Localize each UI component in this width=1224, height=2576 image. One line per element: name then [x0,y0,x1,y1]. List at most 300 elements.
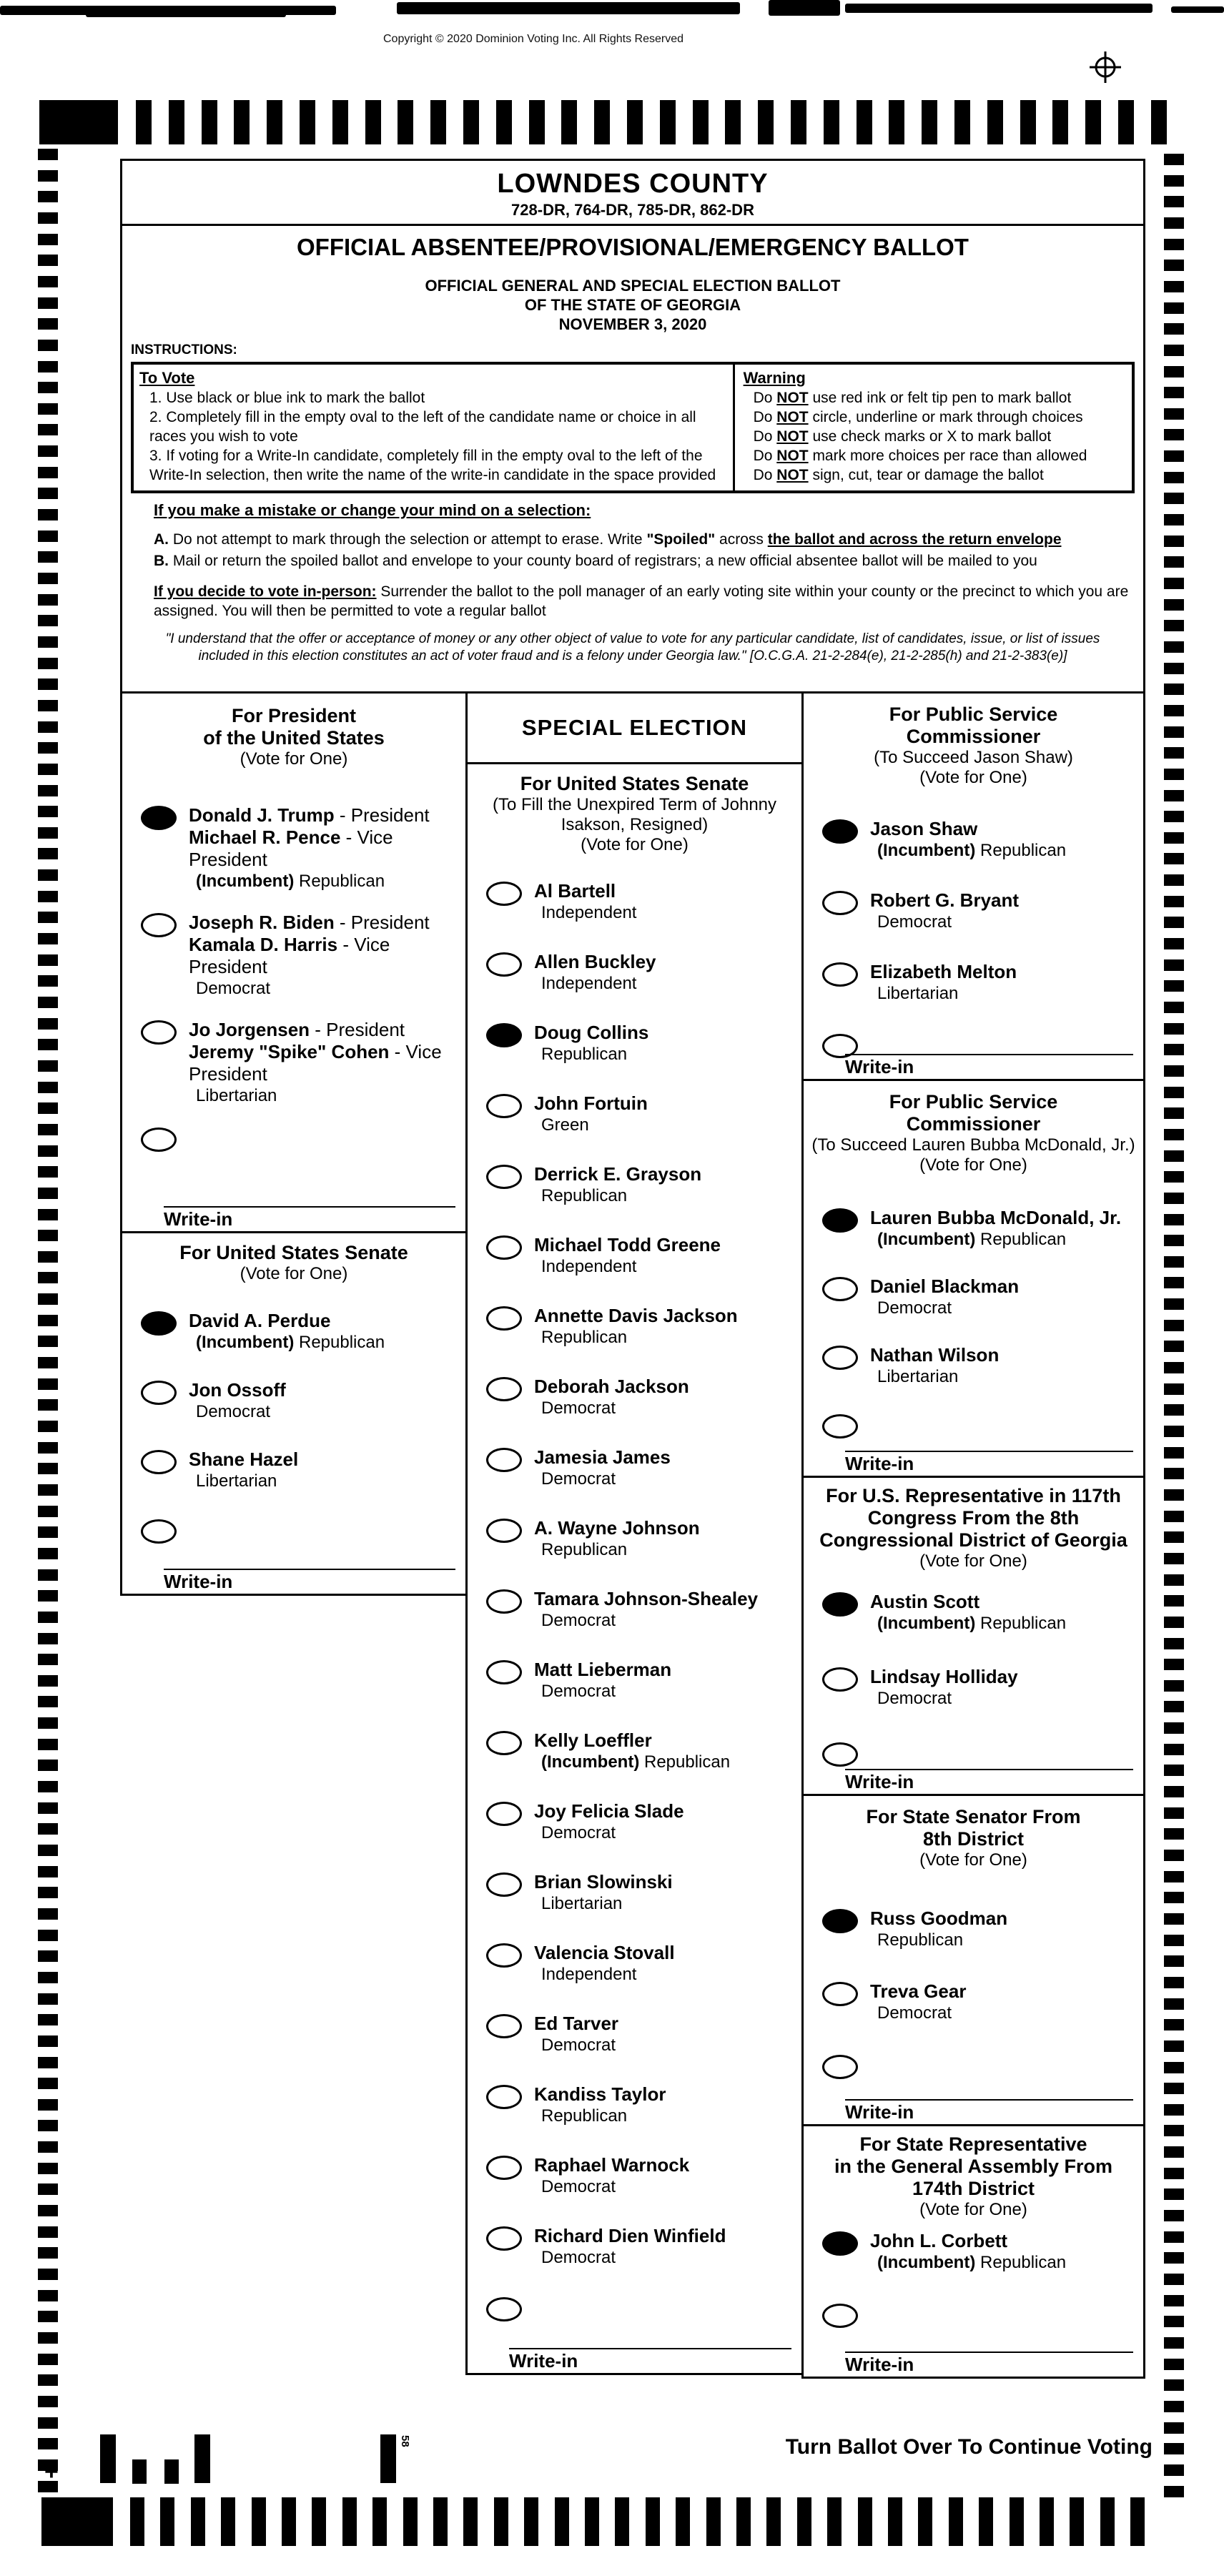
candidate-row [804,1980,1143,2053]
candidate-party: Libertarian [541,1894,623,1913]
candidate-text [870,1207,1121,1250]
turn-ballot-text: Turn Ballot Over To Continue Voting [785,2435,1153,2459]
timing-mark [888,2497,902,2546]
timing-mark [1164,705,1184,716]
candidate-name: Jason Shaw [870,818,978,839]
timing-mark [1164,959,1184,971]
candidate-row [468,2225,801,2296]
timing-mark [38,678,58,690]
ballot-oval[interactable] [486,2156,522,2180]
write-in-area [845,1769,1133,1792]
timing-mark [1164,980,1184,992]
ballot-oval[interactable] [486,1094,522,1118]
timing-mark [38,1145,58,1157]
timing-mark [1164,2040,1184,2052]
candidate-party: Republican [541,1328,628,1347]
ballot-oval[interactable] [486,2297,522,2321]
timing-mark [38,827,58,839]
timing-mark [38,700,58,711]
timing-mark [38,975,58,987]
vote-for-line: (Vote for One) [919,768,1027,787]
timing-mark [1164,345,1184,356]
candidate-party: Independent [541,974,637,993]
ballot-oval[interactable] [486,1235,522,1260]
timing-mark [169,100,184,144]
timing-mark [38,2163,58,2174]
candidate-text [534,1305,738,1348]
ballot-oval[interactable] [486,2226,522,2251]
timing-mark [38,1717,58,1729]
timing-mark [300,100,315,144]
timing-mark [38,445,58,457]
candidate-name: Jeremy "Spike" Cohen - Vice President [189,1041,442,1085]
timing-mark [529,100,545,144]
county-title: LOWNDES COUNTY [497,169,769,199]
timing-mark [585,2497,599,2546]
candidate-name: Al Bartell [534,880,616,902]
timing-mark [627,100,643,144]
candidate-name: Elizabeth Melton [870,961,1017,982]
timing-mark [1164,1023,1184,1035]
timing-mark [1151,100,1167,144]
timing-mark [38,1950,58,1962]
candidate-name: Daniel Blackman [870,1275,1020,1297]
race-usrep [801,1476,1145,1796]
timing-mark [1164,2443,1184,2454]
candidate-text [870,1275,1019,1318]
candidate-row [468,1092,801,1163]
timing-mark [1164,1171,1184,1183]
timing-mark [1164,196,1184,207]
timing-mark [791,100,806,144]
timing-mark [38,1060,58,1072]
timing-mark [1164,747,1184,759]
timing-mark [1164,2188,1184,2200]
candidate-name: Raphael Warnock [534,2154,690,2176]
candidate-name: John L. Corbett [870,2230,1008,2251]
timing-mark [1164,2125,1184,2136]
candidate-party: Democrat [877,1298,952,1318]
race-title: Congressional District of Georgia [819,1529,1127,1551]
timing-mark [1164,1214,1184,1225]
timing-mark [1164,2210,1184,2221]
candidate-name: Matt Lieberman [534,1659,672,1680]
timing-mark [38,467,58,478]
instructions-box [131,362,1135,493]
timing-mark [858,2497,872,2546]
race-staterep [801,2124,1145,2379]
candidate-party: (Incumbent) Republican [877,1230,1067,1249]
timing-mark [38,1293,58,1305]
warning-item: Do NOT sign, cut, tear or damage the ballot [753,467,1044,483]
timing-mark [660,100,676,144]
ballot-oval[interactable] [822,1667,858,1692]
candidate-text [189,1379,286,1422]
timing-mark [1164,2422,1184,2434]
timing-mark [1164,896,1184,907]
timing-mark [1164,1447,1184,1459]
candidate-text [870,2230,1066,2273]
timing-mark [1164,1065,1184,1077]
timing-mark [38,912,58,923]
timing-mark [1164,1277,1184,1288]
candidate-text [534,1517,700,1560]
timing-mark [1164,874,1184,886]
candidate-party: Democrat [541,1469,616,1489]
ballot-oval[interactable] [486,1802,522,1826]
race-subtitle: (To Succeed Jason Shaw) [874,748,1073,767]
ballot-type-title: OFFICIAL ABSENTEE/PROVISIONAL/EMERGENCY BALLOT [297,234,969,260]
vote-for-line: (Vote for One) [581,835,688,854]
race-title: Congress From the 8th [867,1507,1080,1529]
ballot-oval[interactable] [141,913,177,937]
warning-item: Do NOT use check marks or X to mark ballot [753,428,1052,445]
ballot-oval[interactable] [486,1306,522,1331]
candidate-party: Republican [541,2106,628,2126]
candidate-row [804,961,1143,1032]
ballot-oval-filled[interactable] [822,2231,858,2256]
candidate-text [870,889,1019,932]
candidate-name: Robert G. Bryant [870,889,1020,911]
timing-mark [1164,1383,1184,1395]
timing-mark [38,2078,58,2089]
ballot-oval[interactable] [822,1742,858,1767]
timing-mark [38,891,58,902]
timing-mark [1010,2497,1024,2546]
candidate-party: (Incumbent) Republican [877,2253,1067,2272]
timing-mark [403,2497,418,2546]
ballot-oval-filled[interactable] [822,819,858,844]
timing-mark [922,100,937,144]
candidate-name: Kandiss Taylor [534,2083,666,2105]
warning-item: Do NOT use red ink or felt tip pen to mark ballot [753,390,1072,406]
timing-mark [342,2497,357,2546]
candidate-name: Allen Buckley [534,951,656,972]
candidate-name: Joy Felicia Slade [534,1800,684,1822]
copyright-text: Copyright © 2020 Dominion Voting Inc. All Rights Reserved [383,33,684,45]
candidate-row [804,1908,1143,1980]
race-title: Commissioner [906,726,1041,747]
candidate-text [870,1980,966,2023]
ballot-oval[interactable] [486,1731,522,1755]
candidate-text [189,1019,465,1106]
ballot-oval[interactable] [486,1589,522,1614]
ballot-oval[interactable] [486,882,522,906]
timing-mark [1164,1150,1184,1162]
timing-mark [1164,1553,1184,1564]
candidate-text [534,1871,673,1914]
write-in-label: Write-in [845,1056,914,1077]
timing-mark [38,1251,58,1263]
ballot-oval[interactable] [486,1519,522,1543]
timing-mark [1164,217,1184,229]
ballot-oval-filled[interactable] [822,1208,858,1233]
candidate-row [468,1800,801,1871]
candidate-party: Independent [541,1965,637,1984]
timing-mark [1164,1828,1184,1840]
ballot-oval[interactable] [822,962,858,987]
timing-mark [561,100,577,144]
timing-mark [433,2497,448,2546]
timing-mark [38,1760,58,1771]
candidate-party: Green [541,1115,589,1135]
timing-mark [1164,1511,1184,1522]
candidate-text [534,1588,758,1631]
candidate-party: Republican [541,1186,628,1205]
write-in-label: Write-in [509,2350,578,2372]
candidate-row [468,1517,801,1588]
timing-mark [38,1166,58,1178]
timing-mark [1164,790,1184,801]
ballot-oval[interactable] [822,1346,858,1370]
timing-mark [766,2497,781,2546]
timing-mark [1164,2231,1184,2243]
timing-mark [38,1421,58,1432]
timing-mark [496,100,512,144]
timing-mark [463,100,479,144]
timing-mark [1164,2359,1184,2370]
candidate-text [534,2154,689,2197]
candidate-row [468,2013,801,2083]
candidate-name: Jon Ossoff [189,1379,286,1401]
timing-mark [1118,100,1134,144]
timing-mark [38,318,58,330]
candidate-name: Derrick E. Grayson [534,1163,702,1185]
timing-mark [1164,556,1184,568]
ballot-oval[interactable] [822,1982,858,2006]
timing-mark [252,2497,266,2546]
timing-mark [1164,2104,1184,2116]
timing-mark [693,100,709,144]
race-title: Commissioner [906,1113,1041,1135]
timing-mark [38,2396,58,2407]
timing-mark [38,615,58,626]
timing-mark [1164,1044,1184,1055]
timing-mark [1040,2497,1054,2546]
ballot-oval[interactable] [486,2014,522,2038]
vote-for-line: (Vote for One) [919,1551,1027,1571]
timing-mark [1164,1256,1184,1268]
candidate-text [534,1376,689,1418]
candidate-name: Brian Slowinski [534,1871,673,1892]
mistake-title: If you make a mistake or change your mind on a selection: [154,501,591,519]
timing-mark [38,1802,58,1814]
timing-mark [38,1696,58,1707]
candidate-text [534,1729,730,1772]
candidate-party: Democrat [196,1402,271,1421]
ballot-oval[interactable] [141,1127,177,1152]
ballot-oval-filled[interactable] [141,806,177,830]
candidate-row [468,1942,801,2013]
timing-mark [1164,1955,1184,1967]
ballot-oval[interactable] [822,1414,858,1438]
timing-mark [1164,726,1184,738]
candidate-text [534,1234,721,1277]
timing-mark [38,488,58,499]
timing-mark [1164,1468,1184,1479]
candidate-row [122,804,465,912]
ballot-oval[interactable] [141,1450,177,1474]
candidate-row [804,2230,1143,2302]
timing-mark [38,1972,58,1983]
warning-panel [733,365,1132,490]
timing-mark [1164,1595,1184,1607]
timing-mark [38,1378,58,1390]
timing-mark [1164,811,1184,822]
candidate-name: Annette Davis Jackson [534,1305,738,1326]
candidate-row [468,880,801,951]
timing-mark [1164,281,1184,292]
timing-mark [1164,1193,1184,1204]
in-person-instruction: If you decide to vote in-person: Surrender the ballot to the poll manager of an early voting site within your county or the precinct to which you are assigned. You will then be permitted to vote a regular ballot [154,583,1129,619]
election-title: OFFICIAL GENERAL AND SPECIAL ELECTION BALLOT OF THE STATE OF GEORGIA NOVEMBER 3, 2020 [425,277,841,333]
timing-mark [38,2332,58,2344]
candidate-name: Michael Todd Greene [534,1234,721,1255]
timing-mark [1164,2146,1184,2158]
timing-mark [332,100,348,144]
timing-mark [1164,853,1184,864]
ballot-oval-filled[interactable] [822,1909,858,1933]
race-title: For Public Service [889,704,1058,725]
timing-mark [38,2290,58,2301]
timing-mark [758,100,774,144]
to-vote-item: 3. If voting for a Write-In candidate, completely fill in the empty oval to the left of the Write-In selection, then write the name of the write-in candidate in the space provided [149,448,716,483]
timing-mark [38,149,58,160]
ballot-oval[interactable] [822,1277,858,1301]
timing-mark [1164,2401,1184,2412]
timing-mark [38,1209,58,1220]
write-in-area [845,2352,1133,2375]
race-subtitle: (To Fill the Unexpired Term of Johnny [492,795,777,814]
timing-mark [1164,1617,1184,1628]
candidate-row [468,951,801,1022]
timing-mark [1164,323,1184,335]
candidate-party: Democrat [541,2035,616,2055]
ballot-oval-filled[interactable] [141,1311,177,1336]
ballot-oval[interactable] [141,1020,177,1045]
timing-mark [38,1866,58,1877]
candidate-row [122,1019,465,1126]
timing-mark [1164,2062,1184,2073]
ballot-oval[interactable] [486,1377,522,1401]
ballot-oval[interactable] [822,2304,858,2328]
timing-mark [38,1823,58,1835]
candidate-text [870,1591,1066,1634]
timing-mark [954,100,970,144]
candidate-name: Nathan Wilson [870,1344,1000,1366]
timing-mark [38,785,58,796]
timing-mark [987,100,1003,144]
ballot-oval-filled[interactable] [822,1592,858,1617]
timing-mark [1164,366,1184,377]
timing-mark [38,933,58,944]
timing-mark [463,2497,478,2546]
ballot-header-box [120,159,1145,694]
race-president [120,691,468,1233]
timing-mark [1164,175,1184,187]
candidate-name: A. Wayne Johnson [534,1517,700,1539]
timing-mark [1130,2497,1145,2546]
timing-mark [38,1315,58,1326]
ballot-oval[interactable] [486,1660,522,1684]
timing-mark [1164,620,1184,631]
ballot-oval[interactable] [486,1165,522,1189]
candidate-row [468,1729,801,1800]
timing-mark [38,531,58,542]
timing-mark [1164,239,1184,250]
timing-mark [38,1102,58,1114]
candidate-name: Kamala D. Harris - Vice President [189,934,390,977]
ballot-oval[interactable] [822,891,858,915]
candidate-row [468,1588,801,1659]
ballot-oval[interactable] [141,1381,177,1405]
ballot-oval-filled[interactable] [486,1023,522,1047]
ballot-oval[interactable] [486,2085,522,2109]
timing-mark [1085,100,1101,144]
timing-mark [1164,769,1184,780]
timing-mark [1164,2316,1184,2327]
to-vote-item: 1. Use black or blue ink to mark the ballot [149,390,425,406]
timing-mark [38,1887,58,1898]
ballot-oval[interactable] [486,1448,522,1472]
candidate-text [189,1449,298,1491]
candidate-row [804,818,1143,889]
timing-mark [1164,1977,1184,1988]
timing-mark [494,2497,508,2546]
candidate-party: Libertarian [196,1471,277,1491]
timing-mark [38,806,58,817]
candidate-text [534,2225,726,2268]
timing-mark [1164,302,1184,314]
candidate-text [189,912,465,999]
candidate-name: Jamesia James [534,1446,671,1468]
timing-mark [38,1590,58,1602]
ballot-oval[interactable] [486,952,522,977]
race-title: in the General Assembly From [834,2156,1113,2177]
timing-mark [38,551,58,563]
ballot-oval[interactable] [141,1519,177,1544]
timing-mark [1164,2379,1184,2391]
column-right [801,691,1145,2379]
ballot-oval[interactable] [486,1872,522,1897]
candidate-name: Deborah Jackson [534,1376,689,1397]
timing-mark [38,1442,58,1454]
write-in-area [845,1054,1133,1077]
timing-mark [38,997,58,1008]
timing-mark [38,1272,58,1283]
candidate-text [534,880,636,923]
timing-mark [706,2497,721,2546]
candidate-name: Richard Dien Winfield [534,2225,726,2246]
timing-mark [38,764,58,775]
write-in-area [164,1206,455,1230]
candidate-row [804,1207,1143,1275]
timing-mark [38,2035,58,2047]
ballot-oval[interactable] [486,1943,522,1968]
timing-mark [1164,1489,1184,1501]
candidate-text [534,1942,675,1985]
felony-statement: "I understand that the offer or acceptance of money or any other object of value to vote for any particular candidate, list of candidates, issue, or list of issues included in this election constitutes an act of voter fraud and is a felony under Georgia law." [O.C.G.A. 21-2-284(e), 21-2-285(h) and 21-2-383(e)] [165,631,1100,663]
write-in-label: Write-in [164,1208,233,1230]
ballot-oval[interactable] [822,2055,858,2079]
timing-mark [38,2057,58,2068]
timing-mark [1164,2274,1184,2285]
candidate-name: Joseph R. Biden - President [189,912,430,933]
timing-mark [1164,1850,1184,1861]
timing-mark [1164,1129,1184,1140]
timing-mark [1164,472,1184,483]
registration-cross: + [44,2458,59,2485]
